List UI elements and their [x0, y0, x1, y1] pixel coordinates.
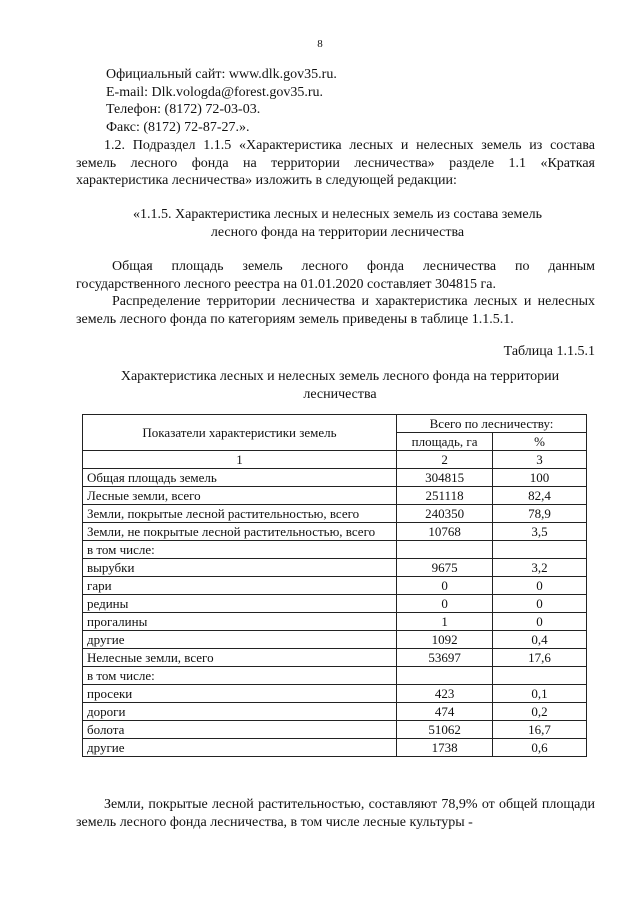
table-cell-percent: 100 — [493, 469, 587, 487]
table-cell-area: 423 — [397, 685, 493, 703]
table-cell-area: 9675 — [397, 559, 493, 577]
table-row — [83, 487, 587, 505]
table-row — [83, 559, 587, 577]
contact-website: Официальный сайт: www.dlk.gov35.ru. — [106, 67, 337, 82]
table-cell-indicator: прогалины — [83, 613, 397, 631]
table-cell-area: 474 — [397, 703, 493, 721]
table-row — [83, 469, 587, 487]
table-row — [83, 613, 587, 631]
table-cell-area: 304815 — [397, 469, 493, 487]
contact-fax: Факс: (8172) 72-87-27.». — [106, 119, 250, 135]
table-cell-area: 51062 — [397, 721, 493, 739]
table-cell-indicator: редины — [83, 595, 397, 613]
table-row — [83, 739, 587, 757]
table-header-name: Показатели характеристики земель — [83, 415, 397, 451]
table-cell-indicator: другие — [83, 739, 397, 757]
paragraph-distribution: Распределение территории лесничества и характеристика лесных и нелесных земель лесного фонда по категориям земель приведены в таблице 1.1.5.1. — [76, 294, 595, 327]
paragraph-forest-cover: Земли, покрытые лесной растительностью, составляют 78,9% от общей площади земель лесного фонда лесничества, в том числе лесные культуры - — [76, 797, 595, 830]
table-row — [83, 631, 587, 649]
table-cell-area: 0 — [397, 595, 493, 613]
contact-phone: Телефон: (8172) 72-03-03. — [106, 102, 261, 117]
table-cell-percent: 0 — [493, 613, 587, 631]
table-cell-percent — [493, 667, 587, 685]
table-cell-indicator: дороги — [83, 703, 397, 721]
table-header-group: Всего по лесничеству: — [397, 415, 587, 433]
table-col-number: 3 — [493, 451, 587, 469]
table-cell-indicator: Лесные земли, всего — [83, 487, 397, 505]
table-number: Таблица 1.1.5.1 — [503, 344, 595, 359]
table-cell-indicator: в том числе: — [83, 541, 397, 559]
table-cell-area: 10768 — [397, 523, 493, 541]
table-col-number: 2 — [397, 451, 493, 469]
table-cell-indicator: Земли, покрытые лесной растительностью, всего — [83, 505, 397, 523]
table-row — [83, 649, 587, 667]
table-cell-percent: 3,2 — [493, 559, 587, 577]
table-cell-indicator: другие — [83, 631, 397, 649]
table-row — [83, 667, 587, 685]
table-cell-indicator: в том числе: — [83, 667, 397, 685]
table-cell-percent: 78,9 — [493, 505, 587, 523]
table-caption: Характеристика лесных и нелесных земель лесного фонда на территории лесничества — [120, 369, 560, 402]
table-cell-percent: 0 — [493, 577, 587, 595]
table-cell-area: 0 — [397, 577, 493, 595]
contact-email: E-mail: Dlk.vologda@forest.gov35.ru. — [106, 84, 324, 100]
table-cell-area: 1738 — [397, 739, 493, 757]
table-row — [83, 703, 587, 721]
table-cell-percent: 0,2 — [493, 703, 587, 721]
table-cell-indicator: Общая площадь земель — [83, 469, 397, 487]
table-cell-area: 240350 — [397, 505, 493, 523]
land-table — [82, 414, 587, 757]
table-cell-indicator: Земли, не покрытые лесной растительностью, всего — [83, 523, 397, 541]
table-cell-indicator: просеки — [83, 685, 397, 703]
table-cell-percent: 0,6 — [493, 739, 587, 757]
table-header-percent: % — [493, 433, 587, 451]
table-cell-area: 53697 — [397, 649, 493, 667]
table-row — [83, 595, 587, 613]
table-row — [83, 541, 587, 559]
table-cell-area: 251118 — [397, 487, 493, 505]
table-cell-indicator: Нелесные земли, всего — [83, 649, 397, 667]
table-cell-percent: 3,5 — [493, 523, 587, 541]
table-cell-percent: 0,1 — [493, 685, 587, 703]
contact-block — [106, 66, 337, 136]
table-cell-indicator: гари — [83, 577, 397, 595]
paragraph-total-area: Общая площадь земель лесного фонда лесничества по данным государственного лесного реестра на 01.01.2020 составляет 304815 га. — [76, 259, 595, 292]
table-cell-area — [397, 667, 493, 685]
page-number: 8 — [317, 38, 323, 50]
table-row — [83, 721, 587, 739]
table-row — [83, 523, 587, 541]
table-cell-percent: 16,7 — [493, 721, 587, 739]
table-row — [83, 505, 587, 523]
table-cell-percent: 82,4 — [493, 487, 587, 505]
table-cell-area: 1092 — [397, 631, 493, 649]
table-row — [83, 577, 587, 595]
paragraph-amendment: 1.2. Подраздел 1.1.5 «Характеристика лесных и нелесных земель из состава земель лесного фонда на территории лесничества» разделе 1.1 «Краткая характеристика лесничества» изложить в следующей редакции: — [76, 138, 595, 188]
table-cell-area — [397, 541, 493, 559]
table-cell-indicator: вырубки — [83, 559, 397, 577]
table-header-area: площадь, га — [397, 433, 493, 451]
table-cell-area: 1 — [397, 613, 493, 631]
table-cell-indicator: болота — [83, 721, 397, 739]
section-heading: «1.1.5. Характеристика лесных и нелесных земель из состава земель лесного фонда на территории лесничества — [133, 207, 542, 240]
table-cell-percent — [493, 541, 587, 559]
table-cell-percent: 0,4 — [493, 631, 587, 649]
table-cell-percent: 0 — [493, 595, 587, 613]
table-row — [83, 685, 587, 703]
table-cell-percent: 17,6 — [493, 649, 587, 667]
table-col-number: 1 — [83, 451, 397, 469]
